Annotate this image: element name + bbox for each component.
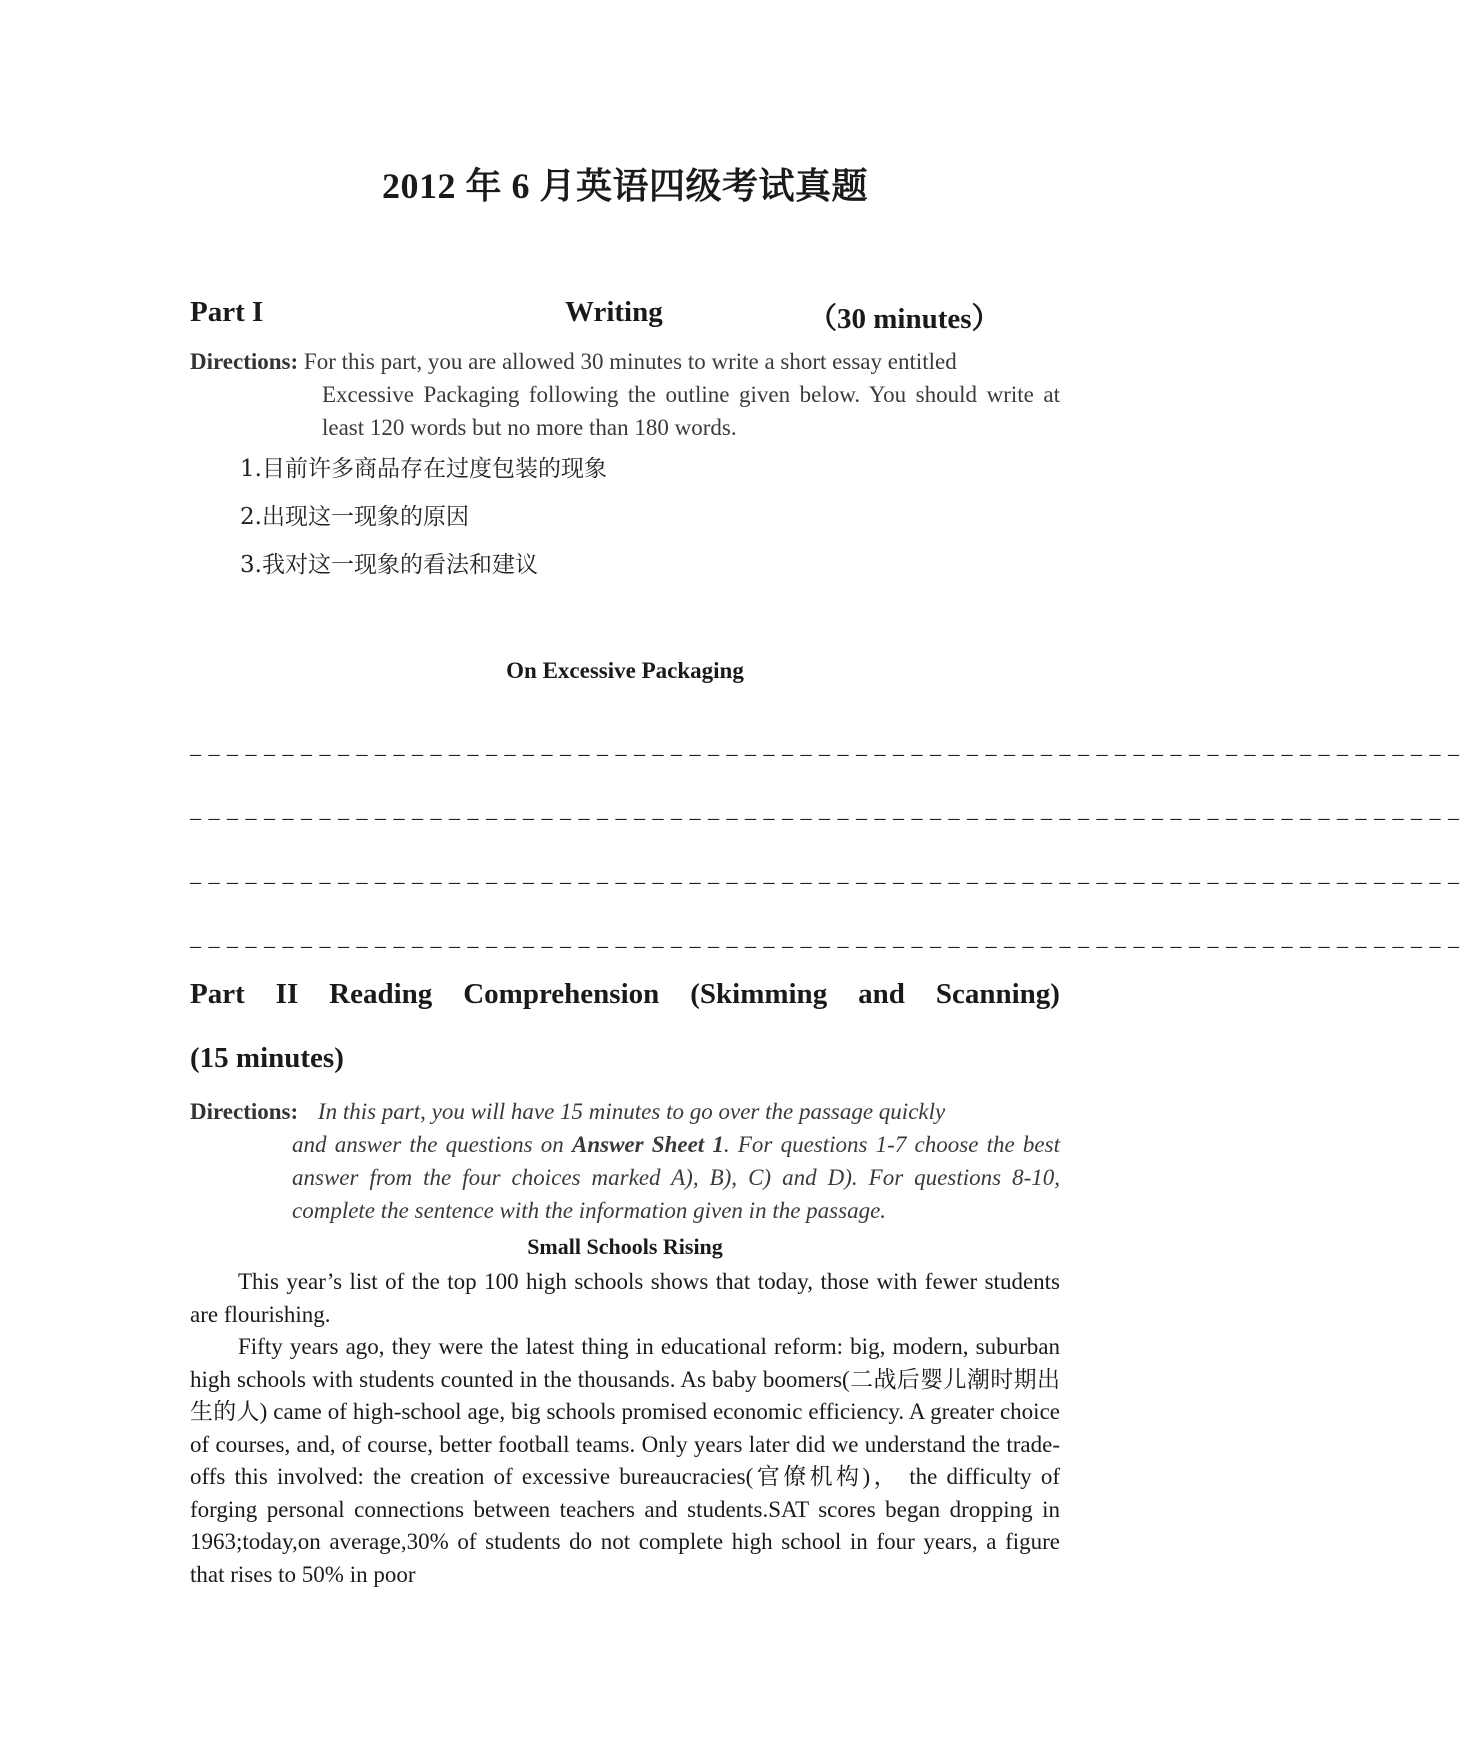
part2-word: Part <box>190 978 245 1010</box>
part1-name: Writing <box>565 296 663 328</box>
part2-word: and <box>858 978 905 1010</box>
outline-item-3: 3.我对这一现象的看法和建议 <box>240 552 538 578</box>
directions-first-line: For this part, you are allowed 30 minutes to write a short essay entitled <box>303 349 957 374</box>
directions-text: and answer the questions on <box>292 1132 572 1157</box>
directions-first-line: In this part, you will have 15 minutes to go over the passage quickly <box>317 1099 946 1124</box>
part1-number: Part I <box>190 296 264 328</box>
part2-word: Comprehension <box>463 978 660 1010</box>
passage-title: Small Schools Rising <box>527 1234 723 1259</box>
outline-item-1: 1.目前许多商品存在过度包装的现象 <box>240 456 607 482</box>
passage-paragraph: Fifty years ago, they were the latest thing in educational reform: big, modern, suburban high schools with students counted in the thousands. As baby boomers(二战后婴儿潮时期出生的人) came of high-school age, big schools promised economic efficiency. A greater choice of courses, and, of course, better football teams. Only years later did we understand the trade-offs this involved: the creation of excessive bureaucracies(官僚机构)， the difficulty of forging personal connections between teachers and students.SAT scores began dropping in 1963;today,on average,30% of students do not complete high school in four years, a figure that rises to 50% in poor <box>190 1334 1060 1587</box>
part2-directions <box>190 1095 1060 1227</box>
writing-blank-line[interactable]: _ _ _ _ _ _ _ _ _ _ _ _ _ _ _ _ _ _ _ _ _ _ _ _ _ _ _ _ _ _ _ _ _ _ _ _ _ _ _ _ _ _ _ _ _ _ _ _ _ _ _ _ _ _ _ _ _ _ _ _ _ _ _ _ _ _ _ _ _ <box>190 733 1460 758</box>
page-title: 2012 年 6 月英语四级考试真题 <box>381 166 868 206</box>
part1-time: （30 minutes） <box>808 303 1001 335</box>
directions-continuation <box>190 1128 1060 1227</box>
passage-paragraph: This year’s list of the top 100 high schools shows that today, those with fewer students are flourishing. <box>190 1269 1060 1327</box>
outline-item-2: 2.出现这一现象的原因 <box>240 504 469 530</box>
writing-blank-line[interactable]: _ _ _ _ _ _ _ _ _ _ _ _ _ _ _ _ _ _ _ _ _ _ _ _ _ _ _ _ _ _ _ _ _ _ _ _ _ _ _ _ _ _ _ _ _ _ _ _ _ _ _ _ _ _ _ _ _ _ _ _ _ _ _ _ _ _ _ _ _ <box>190 925 1460 950</box>
directions-label: Directions: <box>190 349 299 374</box>
passage-body <box>190 1266 1060 1591</box>
directions-text: . For questions 1-7 choose the best answer from the four choices marked A), B), C) and D). For questions 8-10, complete the sentence with the information given in the passage. <box>292 1132 1060 1223</box>
part2-word: Reading <box>329 978 433 1010</box>
part2-word: Scanning) <box>935 978 1060 1010</box>
part2-word: II <box>275 978 299 1010</box>
part2-heading <box>190 978 1060 1011</box>
writing-blank-line[interactable]: _ _ _ _ _ _ _ _ _ _ _ _ _ _ _ _ _ _ _ _ _ _ _ _ _ _ _ _ _ _ _ _ _ _ _ _ _ _ _ _ _ _ _ _ _ _ _ _ _ _ _ _ _ _ _ _ _ _ _ _ _ _ _ _ _ _ _ _ _ <box>190 861 1460 886</box>
directions-label: Directions: <box>190 1099 299 1124</box>
answer-sheet-reference: Answer Sheet 1 <box>572 1132 724 1157</box>
essay-title: On Excessive Packaging <box>506 658 744 683</box>
part2-word: (Skimming <box>690 978 828 1010</box>
part2-time: (15 minutes) <box>190 1042 344 1074</box>
part1-directions <box>190 345 1060 444</box>
directions-continuation: Excessive Packaging following the outline given below. You should write at least 120 words but no more than 180 words. <box>322 382 1060 440</box>
writing-blank-line[interactable]: _ _ _ _ _ _ _ _ _ _ _ _ _ _ _ _ _ _ _ _ _ _ _ _ _ _ _ _ _ _ _ _ _ _ _ _ _ _ _ _ _ _ _ _ _ _ _ _ _ _ _ _ _ _ _ _ _ _ _ _ _ _ _ _ _ _ _ _ _ <box>190 797 1460 822</box>
